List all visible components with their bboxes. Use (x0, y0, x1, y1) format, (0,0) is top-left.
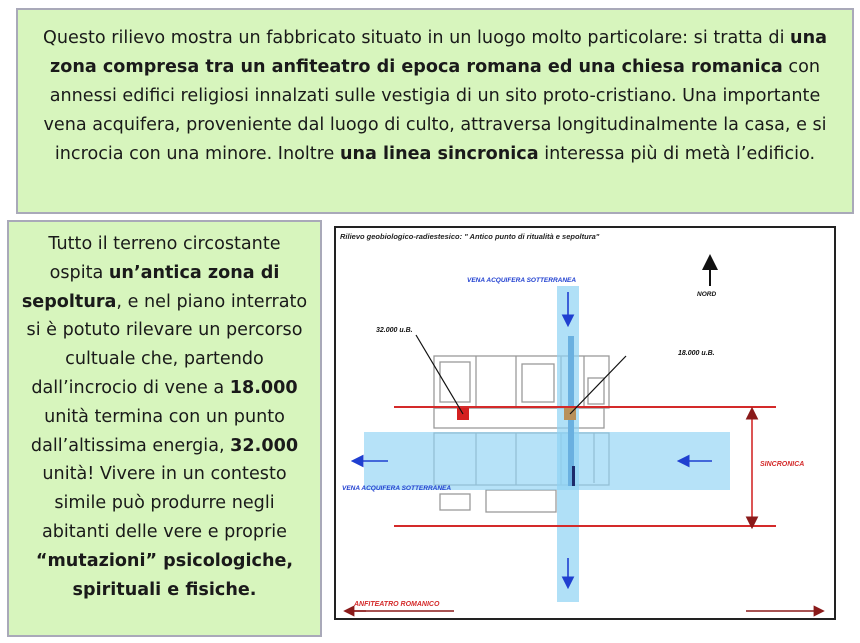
label-vertical-vein: VENA ACQUIFERA SOTTERRANEA (467, 277, 577, 284)
intro-text-1: Questo rilievo mostra un fabbricato situato in un luogo molto particolare: si tratta di (43, 28, 785, 48)
label-18000: 18.000 u.B. (678, 350, 715, 357)
desc-bold-4: “mutazioni” psicologiche, spirituali e fisiche. (35, 550, 294, 600)
desc-text-4: unità! Vivere in un contesto simile può produrre negli abitanti delle vere e proprie (41, 464, 288, 542)
survey-diagram-svg (336, 228, 834, 618)
desc-bold-3: 32.000 (230, 435, 299, 456)
intro-text-box (16, 8, 854, 214)
horizontal-water-vein (364, 432, 730, 490)
desc-text-3: unità termina con un punto dall’altissima energia, (30, 406, 285, 456)
label-32000: 32.000 u.B. (376, 327, 413, 334)
desc-bold-2: 18.000 (229, 377, 298, 398)
intro-text-3: interessa più di metà l’edificio. (538, 144, 816, 164)
vein-marker (572, 466, 575, 486)
intro-bold-1: una zona compresa tra un anfiteatro di epoca romana ed una chiesa romanica (50, 28, 827, 77)
intro-text-2: con annessi edifici religiosi innalzati sulle vestigia di un sito proto-cristiano. Una importante vena acquifera, proveniente dal luogo di culto, attraversa longitudinalmente la casa, e si incrocia con una minore. Inoltre (43, 57, 827, 164)
label-horizontal-vein: VENA ACQUIFERA SOTTERRANEA (342, 485, 452, 492)
description-text-box (7, 220, 322, 637)
intro-bold-2: una linea sincronica (339, 144, 539, 164)
desc-text-2: , e nel piano interrato si è potuto rilevare un percorso cultuale che, partendo dall’incrocio di vene a (26, 291, 308, 398)
label-anfiteatro: ANFITEATRO ROMANICO (354, 601, 440, 608)
survey-diagram (334, 226, 836, 620)
diagram-title: Rilievo geobiologico-radiestesico: " Antico punto di ritualità e sepoltura" (340, 232, 600, 241)
desc-bold-1: un’antica zona di sepoltura (21, 262, 280, 312)
label-north: NORD (697, 291, 717, 298)
label-sincronica: SINCRONICA (760, 461, 805, 468)
desc-text-1: Tutto il terreno circostante ospita (48, 234, 281, 283)
